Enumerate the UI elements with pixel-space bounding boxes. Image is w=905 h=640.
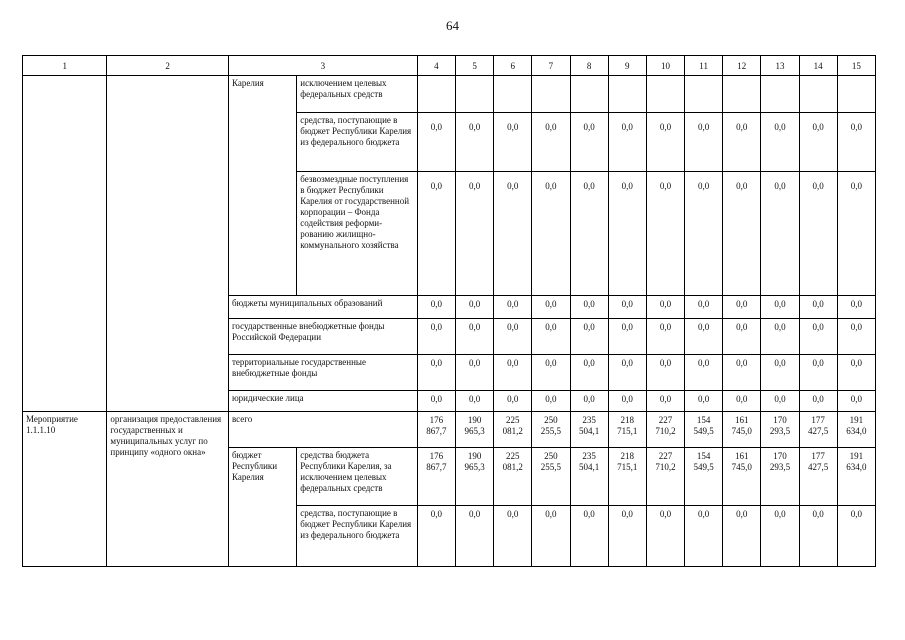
- value-cell: [532, 76, 570, 113]
- value-cell: 0,0: [837, 391, 875, 412]
- value-cell: 0,0: [570, 355, 608, 391]
- value-cell: 0,0: [532, 319, 570, 355]
- source-label: Карелия: [228, 76, 296, 296]
- value-cell: 0,0: [608, 296, 646, 319]
- value-cell: 0,0: [761, 355, 799, 391]
- source-label: юридические лица: [228, 391, 417, 412]
- value-cell: 0,0: [494, 506, 532, 567]
- source-label: бюджеты муниципальных образований: [228, 296, 417, 319]
- value-cell: 176 867,7: [417, 412, 455, 448]
- value-cell: 0,0: [417, 296, 455, 319]
- value-cell: 0,0: [723, 113, 761, 172]
- value-cell: 0,0: [837, 506, 875, 567]
- value-cell: 0,0: [837, 296, 875, 319]
- value-cell: 227 710,2: [646, 412, 684, 448]
- value-cell: 218 715,1: [608, 412, 646, 448]
- value-cell: 0,0: [723, 172, 761, 296]
- value-cell: 0,0: [761, 113, 799, 172]
- value-cell: 0,0: [646, 319, 684, 355]
- value-cell: 0,0: [456, 296, 494, 319]
- value-cell: 0,0: [608, 506, 646, 567]
- value-cell: 0,0: [723, 506, 761, 567]
- value-cell: 0,0: [685, 506, 723, 567]
- value-cell: 0,0: [494, 355, 532, 391]
- value-cell: 225 081,2: [494, 448, 532, 506]
- value-cell: 190 965,3: [456, 412, 494, 448]
- value-cell: 0,0: [723, 319, 761, 355]
- value-cell: 191 634,0: [837, 412, 875, 448]
- value-cell: 0,0: [761, 506, 799, 567]
- value-cell: 0,0: [608, 172, 646, 296]
- value-cell: 154 549,5: [685, 412, 723, 448]
- value-cell: 0,0: [761, 319, 799, 355]
- value-cell: 0,0: [456, 506, 494, 567]
- value-cell: 0,0: [761, 296, 799, 319]
- value-cell: 0,0: [685, 355, 723, 391]
- value-cell: 0,0: [494, 319, 532, 355]
- value-cell: 161 745,0: [723, 412, 761, 448]
- value-cell: 0,0: [837, 319, 875, 355]
- subsource-label: средства, поступающие в бюджет Республики Карелия из федерального бюджета: [297, 113, 418, 172]
- table-row: [23, 76, 876, 113]
- subsource-label: безвозмездные поступления в бюджет Республики Карелия от государственной корпорации – Фонда содействия реформи-рованию жилищно-коммунального хозяйства: [297, 172, 418, 296]
- value-cell: 0,0: [417, 506, 455, 567]
- value-cell: 0,0: [417, 319, 455, 355]
- value-cell: 218 715,1: [608, 448, 646, 506]
- source-label: территориальные государственные внебюджетные фонды: [228, 355, 417, 391]
- value-cell: 0,0: [608, 391, 646, 412]
- value-cell: 0,0: [799, 355, 837, 391]
- header-cell: 14: [799, 56, 837, 76]
- header-cell: 11: [685, 56, 723, 76]
- value-cell: 0,0: [456, 355, 494, 391]
- header-cell: 8: [570, 56, 608, 76]
- value-cell: 0,0: [837, 355, 875, 391]
- value-cell: 0,0: [646, 355, 684, 391]
- value-cell: 0,0: [646, 391, 684, 412]
- header-cell: 9: [608, 56, 646, 76]
- value-cell: 0,0: [494, 113, 532, 172]
- value-cell: 0,0: [646, 296, 684, 319]
- col2-cell: [107, 76, 229, 412]
- source-label: всего: [228, 412, 417, 448]
- value-cell: 0,0: [685, 391, 723, 412]
- value-cell: [646, 76, 684, 113]
- value-cell: [723, 76, 761, 113]
- value-cell: 154 549,5: [685, 448, 723, 506]
- header-cell: 1: [23, 56, 107, 76]
- value-cell: 0,0: [532, 391, 570, 412]
- page-number: 64: [446, 18, 459, 33]
- value-cell: 0,0: [799, 113, 837, 172]
- value-cell: 235 504,1: [570, 448, 608, 506]
- value-cell: 0,0: [685, 296, 723, 319]
- value-cell: 0,0: [799, 296, 837, 319]
- value-cell: 0,0: [456, 172, 494, 296]
- value-cell: 0,0: [494, 296, 532, 319]
- value-cell: 0,0: [685, 172, 723, 296]
- value-cell: 0,0: [456, 113, 494, 172]
- value-cell: 0,0: [608, 355, 646, 391]
- value-cell: 0,0: [494, 391, 532, 412]
- value-cell: 0,0: [532, 296, 570, 319]
- value-cell: 0,0: [570, 113, 608, 172]
- header-cell: 4: [417, 56, 455, 76]
- value-cell: 0,0: [799, 391, 837, 412]
- value-cell: [608, 76, 646, 113]
- table-row: [23, 412, 876, 448]
- value-cell: 0,0: [799, 506, 837, 567]
- value-cell: 170 293,5: [761, 448, 799, 506]
- value-cell: 0,0: [417, 355, 455, 391]
- value-cell: 0,0: [837, 113, 875, 172]
- value-cell: 0,0: [532, 355, 570, 391]
- subsource-label: средства бюджета Республики Карелия, за исключением целевых федеральных средств: [297, 448, 418, 506]
- value-cell: 0,0: [532, 172, 570, 296]
- activity-code: Мероприятие 1.1.1.10: [23, 412, 107, 567]
- source-label: бюджет Республики Карелия: [228, 448, 296, 567]
- value-cell: 0,0: [608, 113, 646, 172]
- value-cell: 191 634,0: [837, 448, 875, 506]
- col1-cell: [23, 76, 107, 412]
- value-cell: [837, 76, 875, 113]
- budget-table: [22, 55, 876, 567]
- value-cell: 0,0: [646, 113, 684, 172]
- value-cell: 0,0: [570, 319, 608, 355]
- value-cell: 225 081,2: [494, 412, 532, 448]
- value-cell: 177 427,5: [799, 448, 837, 506]
- value-cell: 0,0: [761, 172, 799, 296]
- value-cell: 0,0: [570, 172, 608, 296]
- value-cell: 0,0: [761, 391, 799, 412]
- value-cell: 227 710,2: [646, 448, 684, 506]
- header-cell: 5: [456, 56, 494, 76]
- value-cell: 0,0: [456, 319, 494, 355]
- value-cell: [456, 76, 494, 113]
- value-cell: 235 504,1: [570, 412, 608, 448]
- value-cell: [799, 76, 837, 113]
- header-cell: 6: [494, 56, 532, 76]
- value-cell: 161 745,0: [723, 448, 761, 506]
- value-cell: [761, 76, 799, 113]
- value-cell: 250 255,5: [532, 412, 570, 448]
- value-cell: 0,0: [532, 113, 570, 172]
- value-cell: 0,0: [570, 391, 608, 412]
- value-cell: 0,0: [723, 391, 761, 412]
- value-cell: 0,0: [417, 113, 455, 172]
- value-cell: 170 293,5: [761, 412, 799, 448]
- value-cell: 0,0: [570, 506, 608, 567]
- activity-description: организация предоставления государственных и муниципальных услуг по принципу «одного окна»: [107, 412, 229, 567]
- value-cell: 0,0: [646, 172, 684, 296]
- header-cell: 2: [107, 56, 229, 76]
- value-cell: 0,0: [417, 172, 455, 296]
- source-label: государственные внебюджетные фонды Российской Федерации: [228, 319, 417, 355]
- header-cell: 3: [228, 56, 417, 76]
- value-cell: [685, 76, 723, 113]
- value-cell: 177 427,5: [799, 412, 837, 448]
- value-cell: [494, 76, 532, 113]
- subsource-label: средства, поступающие в бюджет Республики Карелия из федерального бюджета: [297, 506, 418, 567]
- value-cell: 0,0: [837, 172, 875, 296]
- header-cell: 7: [532, 56, 570, 76]
- value-cell: 0,0: [532, 506, 570, 567]
- header-cell: 12: [723, 56, 761, 76]
- value-cell: 0,0: [646, 506, 684, 567]
- value-cell: 0,0: [799, 319, 837, 355]
- value-cell: 0,0: [417, 391, 455, 412]
- value-cell: 0,0: [723, 296, 761, 319]
- value-cell: 250 255,5: [532, 448, 570, 506]
- value-cell: [570, 76, 608, 113]
- value-cell: [417, 76, 455, 113]
- value-cell: 0,0: [570, 296, 608, 319]
- subsource-label: исключением целевых федеральных средств: [297, 76, 418, 113]
- value-cell: 0,0: [685, 113, 723, 172]
- value-cell: 190 965,3: [456, 448, 494, 506]
- header-cell: 15: [837, 56, 875, 76]
- header-cell: 13: [761, 56, 799, 76]
- value-cell: 0,0: [456, 391, 494, 412]
- value-cell: 0,0: [723, 355, 761, 391]
- value-cell: 0,0: [685, 319, 723, 355]
- header-row: [23, 56, 876, 76]
- header-cell: 10: [646, 56, 684, 76]
- value-cell: 0,0: [494, 172, 532, 296]
- value-cell: 0,0: [608, 319, 646, 355]
- value-cell: 0,0: [799, 172, 837, 296]
- value-cell: 176 867,7: [417, 448, 455, 506]
